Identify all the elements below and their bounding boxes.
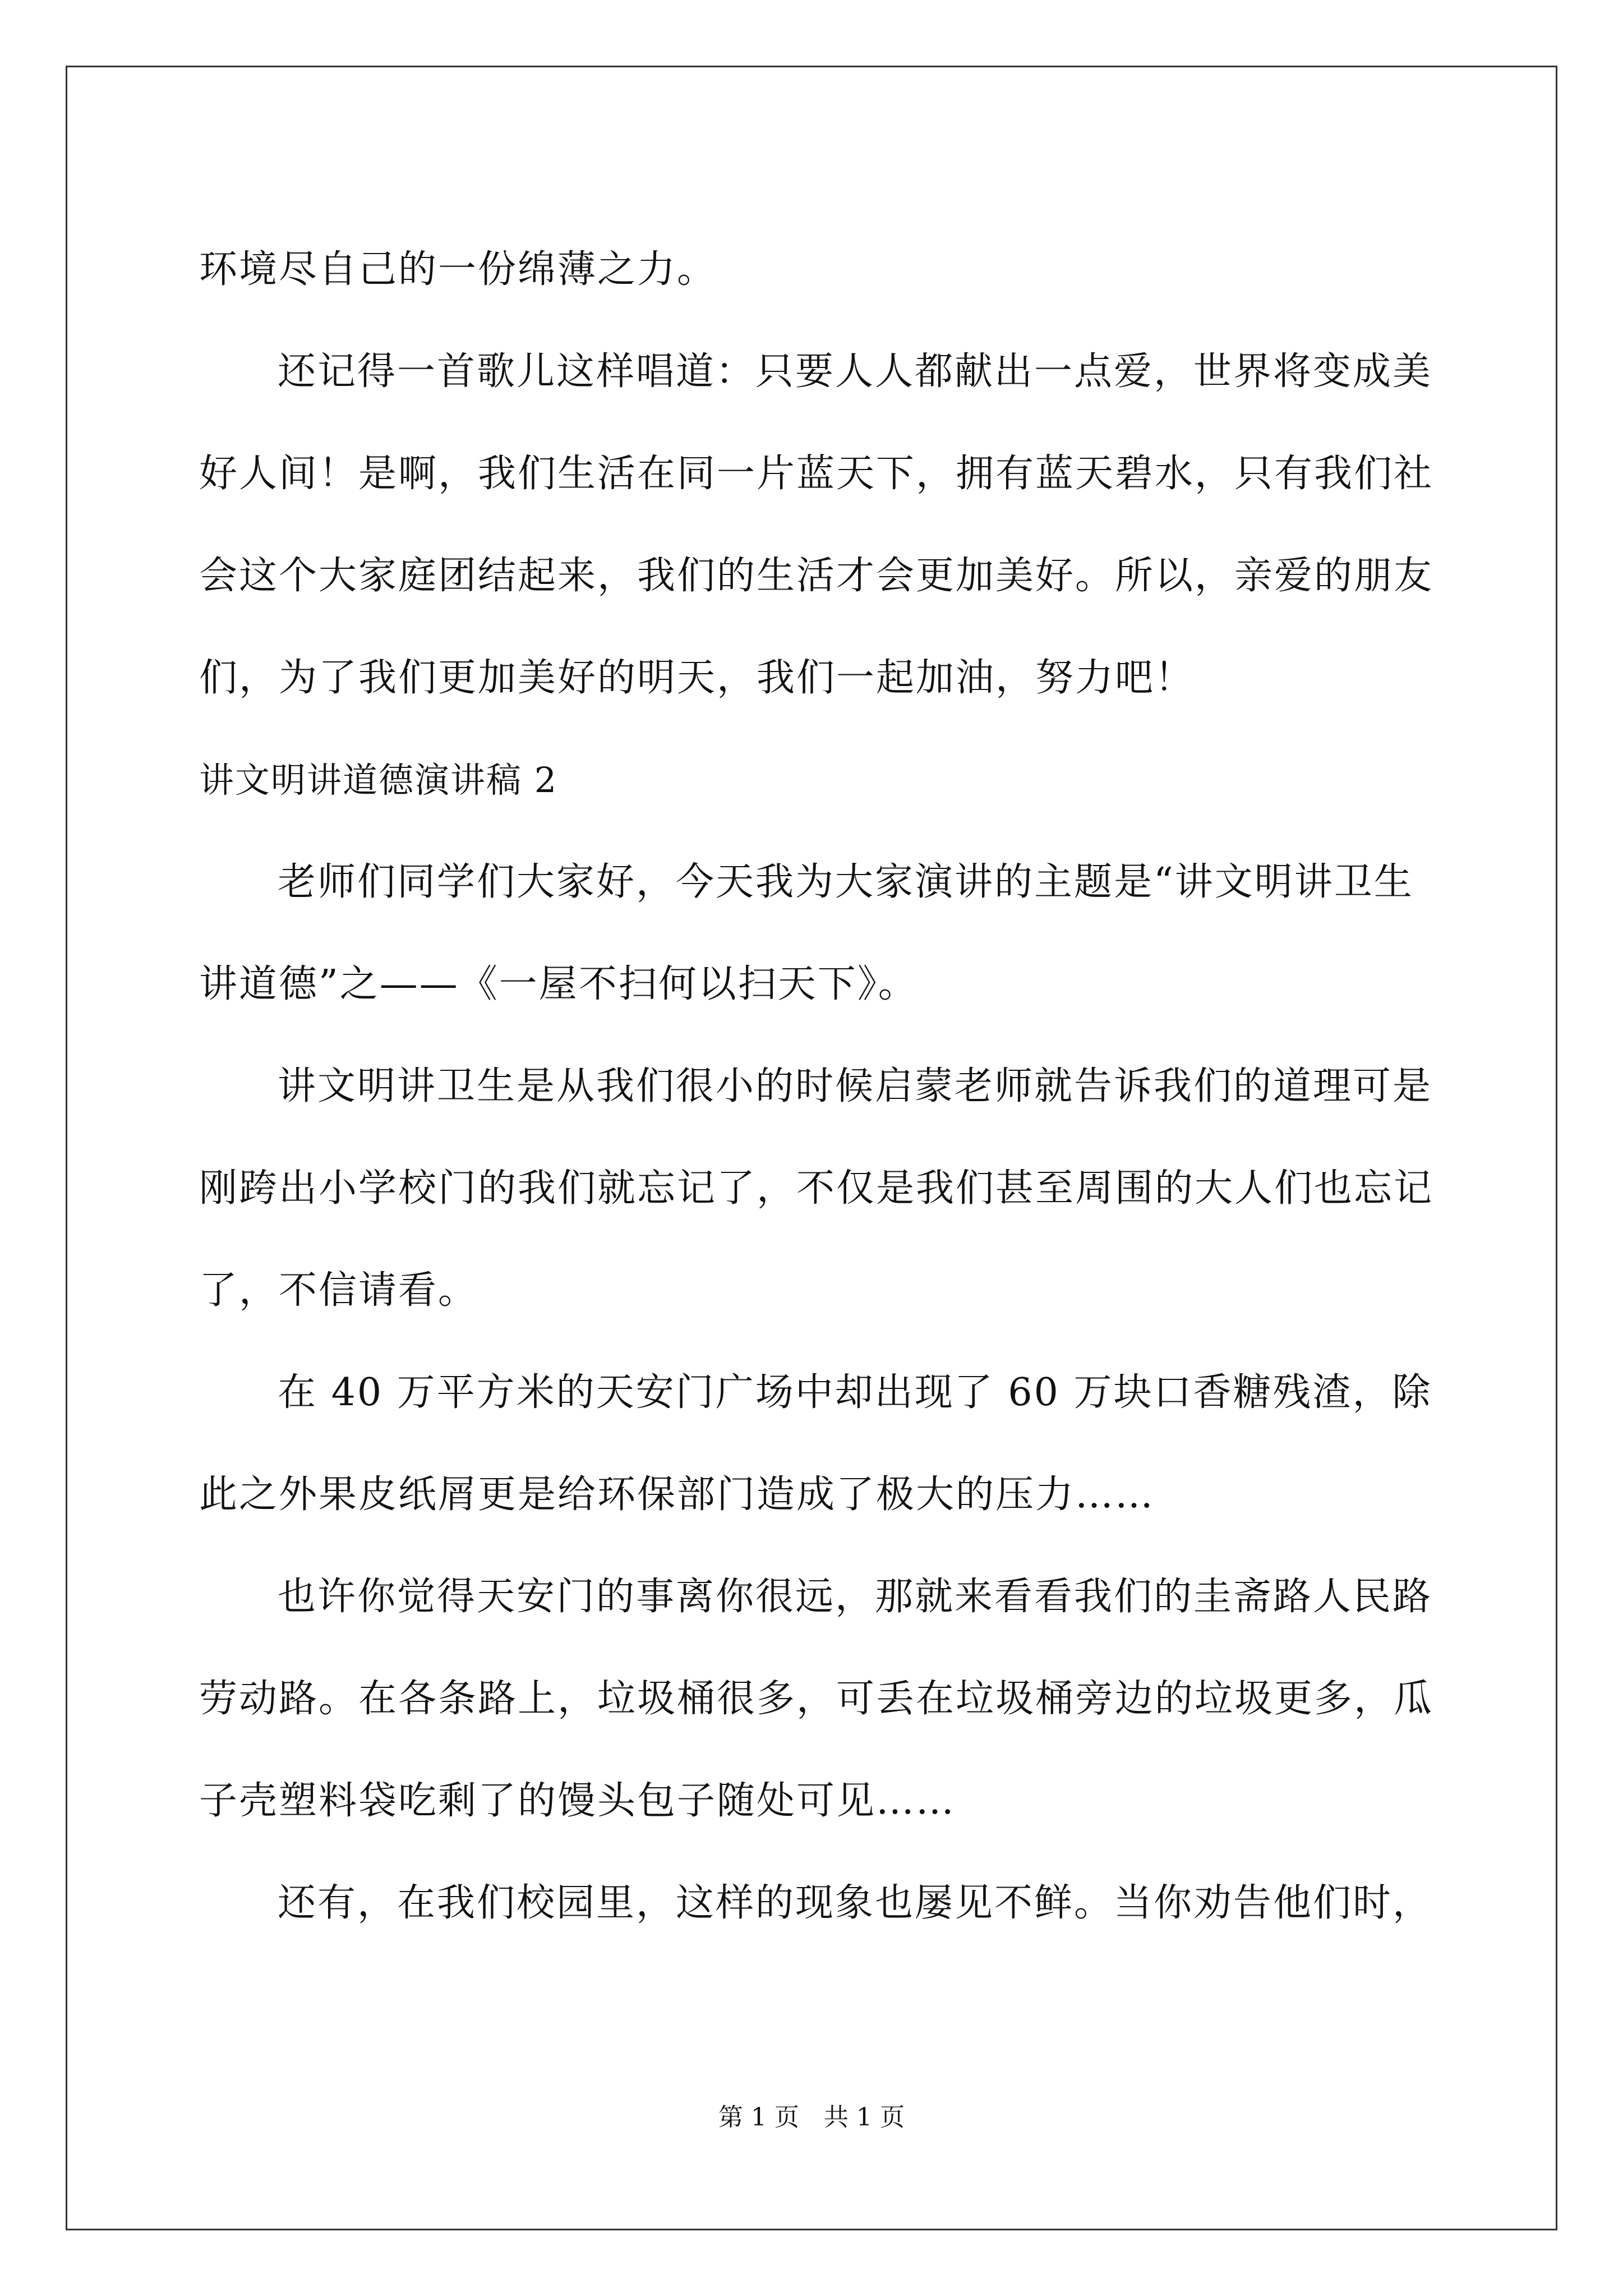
paragraph: 也许你觉得天安门的事离你很远，那就来看看我们的圭斋路人民路劳动路。在各条路上，垃圾桶很多，可丢在垃圾桶旁边的垃圾更多，瓜子壳塑料袋吃剩了的馒头包子随处可见…… — [199, 1575, 1434, 1823]
page-footer: 第 1 页 共 1 页 — [718, 2103, 905, 2132]
lead-line: 环境尽自己的一份绵薄之力。 — [199, 247, 717, 292]
section-title: 讲文明讲道德演讲稿 2 — [199, 760, 558, 800]
document-body — [199, 219, 1450, 1954]
paragraph: 还记得一首歌儿这样唱道：只要人人都献出一点爱，世界将变成美好人间！是啊，我们生活在同一片蓝天下，拥有蓝天碧水，只有我们社会这个大家庭团结起来，我们的生活才会更加美好。所以，亲爱的朋友们，为了我们更加美好的明天，我们一起加油，努力吧！ — [199, 349, 1434, 700]
paragraph: 在 40 万平方米的天安门广场中却出现了 60 万块口香糖残渣，除此之外果皮纸屑更是给环保部门造成了极大的压力…… — [199, 1370, 1432, 1517]
paragraph: 老师们同学们大家好，今天我为大家演讲的主题是“讲文明讲卫生讲道德”之——《一屋不扫何以扫天下》。 — [199, 860, 1414, 1006]
paragraph: 还有，在我们校园里，这样的现象也屡见不鲜。当你劝告他们时， — [278, 1881, 1433, 1925]
paragraph: 讲文明讲卫生是从我们很小的时候启蒙老师就告诉我们的道理可是刚跨出小学校门的我们就忘记了，不仅是我们甚至周围的大人们也忘记了，不信请看。 — [199, 1064, 1434, 1313]
